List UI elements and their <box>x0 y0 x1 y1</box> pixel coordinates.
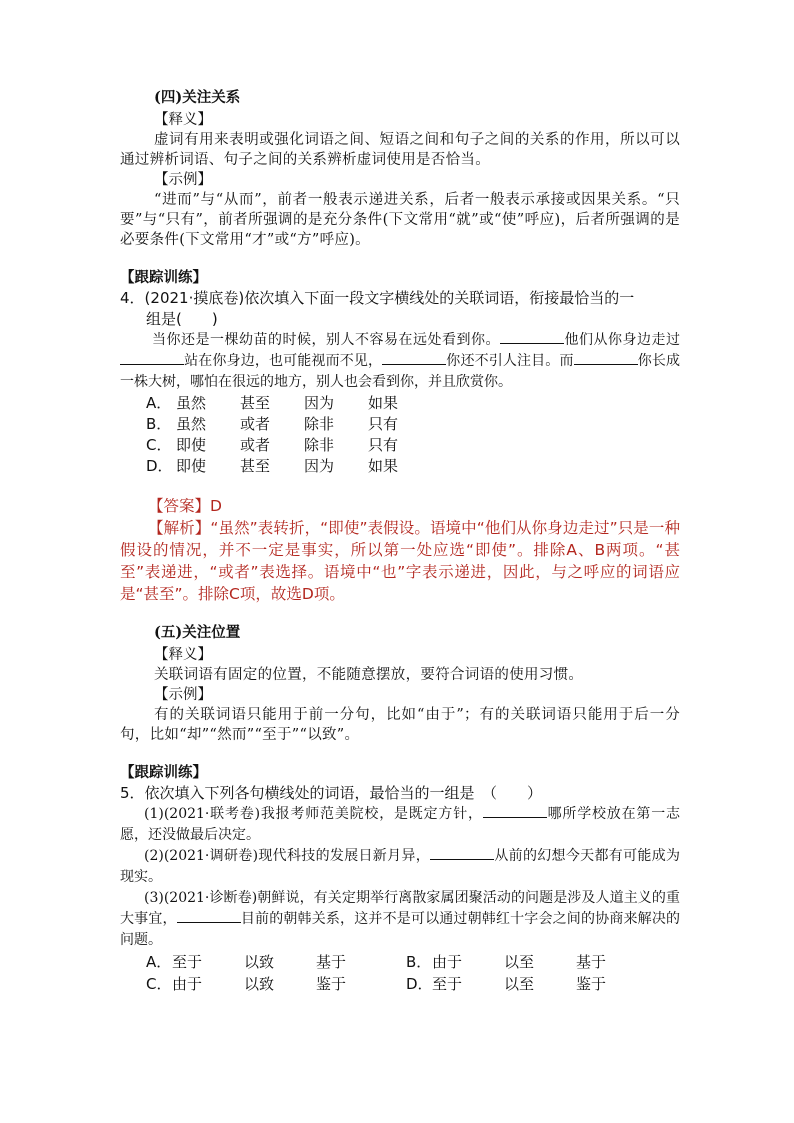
option-word: 如果 <box>368 394 399 412</box>
option-word: 由于 <box>172 975 203 993</box>
option-word: 即使 <box>176 436 207 454</box>
passage-text: 当你还是一棵幼苗的时候，别人不容易在远处看到你。 <box>152 332 500 348</box>
option-word: 以致 <box>244 975 275 993</box>
option-word: 鉴于 <box>576 975 607 993</box>
section-5-shili-label: 【示例】 <box>154 687 212 703</box>
option-word: 除非 <box>304 436 335 454</box>
option-word: 虽然 <box>176 415 207 433</box>
section-4-shiyi-text: 虚词有用来表明或强化词语之间、短语之间和句子之间的关系的作用，所以可以通过辨析词语、句子之间的关系辨析虚词使用是否恰当。 <box>120 132 680 168</box>
option-letter: A． <box>146 953 172 971</box>
option-letter: A． <box>146 394 172 412</box>
option-letter: B． <box>406 953 432 971</box>
question-4-head-cont: 组是( ) <box>146 310 218 328</box>
option-word: 至于 <box>172 953 203 971</box>
option-word: 基于 <box>316 953 347 971</box>
section-5-shiyi-label: 【释义】 <box>154 647 212 663</box>
option-word: 或者 <box>240 415 271 433</box>
blank-3 <box>382 351 446 365</box>
training-label-2: 【跟踪训练】 <box>120 764 207 781</box>
question-4-passage <box>120 330 680 393</box>
option-letter: B． <box>146 415 172 433</box>
option-word: 基于 <box>576 953 607 971</box>
blank-1 <box>483 804 547 818</box>
option-letter: C． <box>146 975 172 993</box>
section-4-title: (四)关注关系 <box>154 89 241 106</box>
option-word: 至于 <box>432 975 463 993</box>
blank-2 <box>430 846 494 860</box>
sentence-text: 目前的朝韩关系，这并不是可以通过朝韩红十字会之间的协商来解决的问题。 <box>120 911 680 948</box>
question-4-option-a <box>120 393 680 414</box>
section-4-shiyi-label: 【释义】 <box>154 112 212 128</box>
option-word: 因为 <box>304 394 335 412</box>
analysis-text: “虽然”表转折，“即使”表假设。语境中“他们从你身边走过”只是一种假设的情况，并不一定是事实，所以第一处应选“即使”。排除A、B两项。“甚至”表递进，“或者”表选择。语境中“也”字表示递进，因此，与之呼应的词语应是“甚至”。排除C项，故选D项。 <box>120 519 680 603</box>
option-word: 或者 <box>240 436 271 454</box>
option-word: 甚至 <box>240 457 271 475</box>
sentence-text: (3)(2021·诊断卷)朝鲜说，有关定期举行离散家属团聚活动的问题是涉及人道主义的重大事宜， <box>120 890 680 927</box>
section-4-shili-text: “进而”与“从而”，前者一般表示递进关系，后者一般表示承接或因果关系。“只要”与“只有”，前者所强调的是充分条件(下文常用“就”或“使”呼应)，后者所强调的是必要条件(下文常用“才”或“方”呼应)。 <box>120 192 680 248</box>
analysis <box>120 517 680 605</box>
passage-text: 你长成一株大树，哪怕在很远的地方，别人也会看到你，并且欣赏你。 <box>120 353 681 390</box>
option-word: 甚至 <box>240 394 271 412</box>
option-word: 虽然 <box>176 394 207 412</box>
sentence-text: 从前的幻想今天都有可能成为现实。 <box>120 848 680 885</box>
question-4-option-b <box>120 414 680 435</box>
analysis-label: 【解析】 <box>148 519 211 537</box>
sentence-text: (1)(2021·联考卷)我报考师范美院校，是既定方针， <box>144 806 483 822</box>
question-5-sentence-3 <box>120 888 680 951</box>
option-word: 鉴于 <box>316 975 347 993</box>
question-5-sentence-1 <box>120 804 680 846</box>
option-word: 如果 <box>368 457 399 475</box>
option-word: 只有 <box>368 415 399 433</box>
option-word: 以致 <box>244 953 275 971</box>
answer-label: 【答案】 <box>148 497 211 515</box>
answer-value: D <box>210 497 222 515</box>
option-letter: D． <box>406 975 433 993</box>
blank-4 <box>574 351 638 365</box>
option-word: 即使 <box>176 457 207 475</box>
question-5-sentence-2 <box>120 846 680 888</box>
section-5-title: (五)关注位置 <box>154 624 241 641</box>
sentence-text: 哪所学校放在第一志愿，还没做最后决定。 <box>120 806 680 843</box>
section-4-shili-label: 【示例】 <box>154 172 212 188</box>
option-letter: C． <box>146 436 172 454</box>
question-5-head: 5．依次填入下列各句横线处的词语，最恰当的一组是 （ ） <box>120 784 543 802</box>
question-5-options-row-1 <box>120 951 680 973</box>
blank-3 <box>177 909 241 923</box>
option-word: 只有 <box>368 436 399 454</box>
passage-text: 你还不引人注目。而 <box>446 353 574 369</box>
passage-text: 他们从你身边走过 <box>564 332 680 348</box>
option-letter: D． <box>146 457 173 475</box>
passage-text: 站在你身边，也可能视而不见， <box>184 353 383 369</box>
question-4-head: 4．(2021·摸底卷)依次填入下面一段文字横线处的关联词语，衔接最恰当的一 <box>120 289 635 307</box>
section-5-shili-text: 有的关联词语只能用于前一分句，比如“由于”；有的关联词语只能用于后一分句，比如“却”“然而”“至于”“以致”。 <box>120 707 680 743</box>
option-word: 因为 <box>304 457 335 475</box>
option-word: 以至 <box>504 975 535 993</box>
option-word: 由于 <box>432 953 463 971</box>
question-4-option-d <box>120 456 680 477</box>
section-5-shiyi-text: 关联词语有固定的位置，不能随意摆放，要符合词语的使用习惯。 <box>154 667 584 683</box>
document-page <box>120 88 680 995</box>
sentence-text: (2)(2021·调研卷)现代科技的发展日新月异， <box>144 848 431 864</box>
blank-2 <box>120 351 184 365</box>
question-5-options-row-2 <box>120 973 680 995</box>
training-label-1: 【跟踪训练】 <box>120 269 207 286</box>
question-4-option-c <box>120 435 680 456</box>
option-word: 以至 <box>504 953 535 971</box>
option-word: 除非 <box>304 415 335 433</box>
blank-1 <box>500 330 564 344</box>
question-4-answer <box>120 495 680 605</box>
